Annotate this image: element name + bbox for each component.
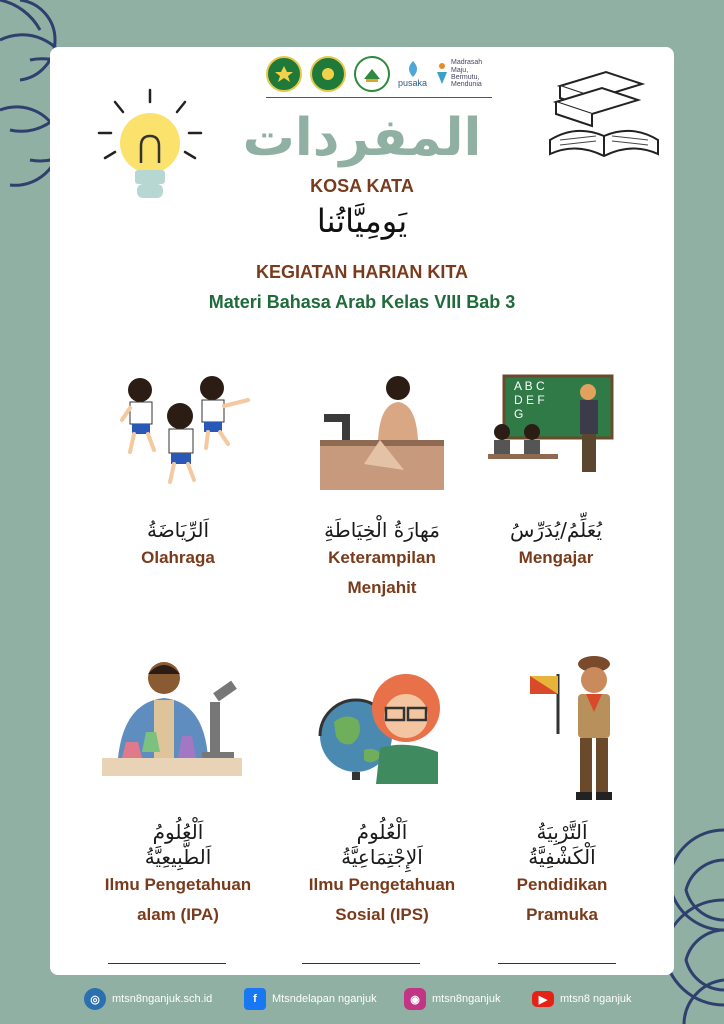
subtitle: Materi Bahasa Arab Kelas VIII Bab 3 [208, 292, 516, 312]
vocab-arabic: اَلْكَشْفِيَّةُ [528, 845, 596, 869]
kids-running-illustration [120, 372, 255, 490]
vocab-menjahit [282, 518, 482, 603]
footer-website-text: mtsn8nganjuk.sch.id [112, 993, 213, 1005]
svg-text:G: G [514, 407, 524, 421]
vocab-latin: Mengajar [518, 548, 594, 567]
vocab-latin: Pramuka [526, 904, 598, 924]
school-logo [310, 56, 346, 92]
vocab-arabic: اَلإِجْتِمَاعِيَّةُ [341, 845, 423, 869]
vocab-pramuka [462, 820, 662, 930]
scout-illustration [524, 654, 624, 804]
vocab-ips [282, 820, 482, 930]
svg-text:A B C: A B C [514, 379, 545, 393]
lab-illustration [98, 656, 246, 780]
footer-instagram[interactable] [404, 986, 501, 1012]
vocab-arabic: اَلْعُلُومُ [152, 820, 204, 844]
madrasah-tagline: Madrasah Maju, Bermutu, Mendunia [451, 59, 483, 89]
vocab-arabic: مَهارَةُ الْخِيَاطَةِ [324, 518, 440, 542]
sewing-illustration [320, 374, 444, 492]
vocab-latin: Sosial (IPS) [335, 904, 429, 924]
answer-line [498, 963, 616, 964]
vocab-arabic: اَلطَّبِيعِيَّةُ [144, 845, 212, 869]
vocab-latin: Ilmu Pengetahuan [104, 875, 252, 894]
footer-instagram-text: mtsn8nganjuk [432, 993, 501, 1005]
youtube-icon: ▶ [532, 991, 554, 1007]
answer-line [302, 963, 420, 964]
vocab-arabic: اَلتَّرْبِيَةُ [536, 820, 588, 844]
vocab-latin: Olahraga [141, 548, 215, 567]
vocab-latin: alam (IPA) [137, 904, 219, 924]
vocab-latin: Menjahit [347, 577, 417, 597]
instagram-icon: ◉ [404, 988, 426, 1010]
globe-illustration [306, 660, 456, 784]
theme-latin: KEGIATAN HARIAN KITA [256, 262, 468, 282]
vocab-ipa [78, 820, 278, 930]
vocab-mengajar [456, 518, 656, 573]
footer-facebook-text: Mtsndelapan nganjuk [272, 993, 377, 1005]
svg-text:D E F: D E F [514, 393, 545, 407]
vocab-latin: Keterampilan [328, 548, 436, 567]
footer-website[interactable] [84, 986, 212, 1012]
vocab-arabic: اَلْعُلُومُ [356, 820, 408, 844]
answer-line [108, 963, 226, 964]
vocab-latin: Pendidikan [516, 875, 608, 894]
logo-divider [266, 97, 492, 98]
adiwiyata-logo [354, 56, 390, 92]
institution-logos [266, 50, 496, 98]
page-title-arabic: المفردات [242, 108, 482, 168]
facebook-icon: f [244, 988, 266, 1010]
vocab-arabic: يُعَلِّمُ/يُدَرِّسُ [509, 518, 603, 542]
theme-arabic: يَومِيَّاتُنا [316, 202, 408, 240]
pusaka-label: pusaka [398, 78, 428, 89]
pusaka-logo [398, 59, 427, 88]
kosa-kata-label: KOSA KATA [310, 176, 414, 196]
vocab-arabic: اَلرِّيَاضَةُ [146, 518, 210, 542]
web-icon: ◎ [84, 988, 106, 1010]
footer-youtube-text: mtsn8 nganjuk [560, 993, 632, 1005]
kemenag-logo [266, 56, 302, 92]
vocab-latin: Ilmu Pengetahuan [308, 875, 456, 894]
vocab-olahraga [78, 518, 278, 573]
footer-youtube[interactable] [532, 986, 632, 1012]
teacher-illustration [486, 374, 614, 484]
footer-facebook[interactable] [244, 986, 377, 1012]
madrasah-logo [435, 59, 485, 88]
